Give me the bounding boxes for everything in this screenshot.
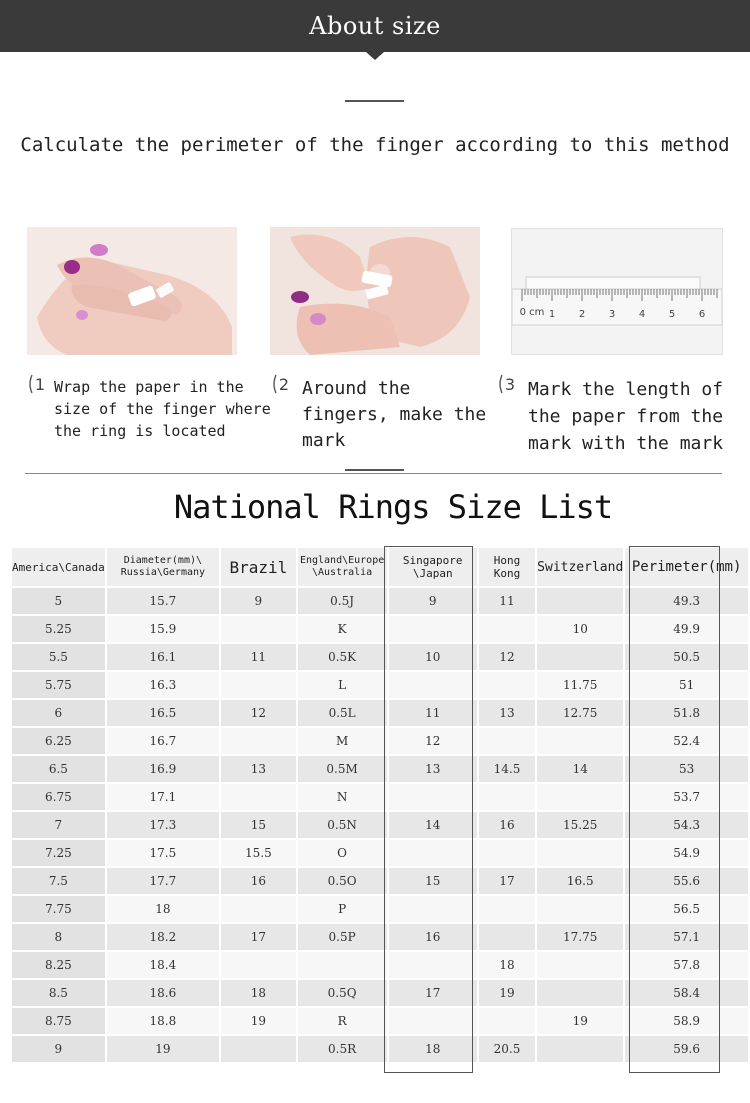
ruler-image xyxy=(512,229,722,354)
table-cell: 18 xyxy=(221,980,298,1008)
table-cell: 52.4 xyxy=(625,728,750,756)
step-number: 2 xyxy=(278,375,290,394)
table-cell: N xyxy=(298,784,389,812)
table-cell: 16.5 xyxy=(107,700,221,728)
column-header: Brazil xyxy=(221,548,298,588)
table-cell xyxy=(537,644,625,672)
table-cell: 57.8 xyxy=(625,952,750,980)
table-cell: 8.75 xyxy=(12,1008,107,1036)
step-number-badge xyxy=(498,372,520,396)
divider xyxy=(25,473,722,474)
column-header: Perimeter(mm) xyxy=(625,548,750,588)
table-cell: 17.3 xyxy=(107,812,221,840)
table-cell: 12 xyxy=(479,644,537,672)
table-cell: 53 xyxy=(625,756,750,784)
table-cell: 16 xyxy=(479,812,537,840)
table-cell: 7 xyxy=(12,812,107,840)
table-cell: 9 xyxy=(12,1036,107,1064)
table-row xyxy=(12,700,750,728)
ruler-tick-label: 2 xyxy=(578,309,586,320)
table-cell: 59.6 xyxy=(625,1036,750,1064)
table-cell: L xyxy=(298,672,389,700)
step-number-badge xyxy=(272,372,294,396)
table-cell: 17.1 xyxy=(107,784,221,812)
table-cell: 17 xyxy=(479,868,537,896)
table-cell: R xyxy=(298,1008,389,1036)
table-cell: 16.3 xyxy=(107,672,221,700)
table-cell: 54.9 xyxy=(625,840,750,868)
table-cell: 8 xyxy=(12,924,107,952)
hand-mark-image xyxy=(270,227,480,355)
hand-wrap-image xyxy=(27,227,237,355)
column-header: Singapore \Japan xyxy=(389,548,479,588)
table-cell xyxy=(537,588,625,616)
table-row xyxy=(12,924,750,952)
table-cell: 5.75 xyxy=(12,672,107,700)
column-header: America\Canada xyxy=(12,548,107,588)
table-cell: 56.5 xyxy=(625,896,750,924)
table-cell xyxy=(389,840,479,868)
ruler-tick-label: 6 xyxy=(698,309,706,320)
table-cell: 16.7 xyxy=(107,728,221,756)
table-cell xyxy=(389,672,479,700)
table-row xyxy=(12,784,750,812)
table-cell xyxy=(479,616,537,644)
table-cell: 6 xyxy=(12,700,107,728)
step-number-badge xyxy=(28,372,50,396)
table-cell: 20.5 xyxy=(479,1036,537,1064)
divider xyxy=(345,100,404,102)
step-1-photo xyxy=(27,227,237,355)
table-row xyxy=(12,616,750,644)
banner-title: About size xyxy=(309,12,441,40)
table-cell: 13 xyxy=(389,756,479,784)
table-cell: M xyxy=(298,728,389,756)
table-cell: 6.5 xyxy=(12,756,107,784)
table-cell: 7.75 xyxy=(12,896,107,924)
table-row xyxy=(12,588,750,616)
table-cell: O xyxy=(298,840,389,868)
step-text: Around the fingers, make the mark xyxy=(302,378,487,451)
step-3-photo xyxy=(511,228,723,355)
table-cell: 50.5 xyxy=(625,644,750,672)
table-cell xyxy=(537,980,625,1008)
table-cell: 57.1 xyxy=(625,924,750,952)
table-cell: 10 xyxy=(389,644,479,672)
table-cell: 18 xyxy=(107,896,221,924)
table-cell: 0.5N xyxy=(298,812,389,840)
table-cell: P xyxy=(298,896,389,924)
table-cell: 15.9 xyxy=(107,616,221,644)
table-cell xyxy=(298,952,389,980)
table-cell: 7.5 xyxy=(12,868,107,896)
table-cell: 17.75 xyxy=(537,924,625,952)
table-cell xyxy=(479,1008,537,1036)
table-cell: 18 xyxy=(479,952,537,980)
table-cell: 14 xyxy=(389,812,479,840)
header-banner xyxy=(0,0,750,52)
table-cell: 13 xyxy=(221,756,298,784)
table-cell xyxy=(221,896,298,924)
table-cell: 18.8 xyxy=(107,1008,221,1036)
table-cell: 19 xyxy=(107,1036,221,1064)
table-cell: 53.7 xyxy=(625,784,750,812)
table-cell xyxy=(389,784,479,812)
table-row xyxy=(12,1036,750,1064)
table-cell: 5.5 xyxy=(12,644,107,672)
table-cell: 0.5M xyxy=(298,756,389,784)
table-row xyxy=(12,644,750,672)
table-cell: 0.5J xyxy=(298,588,389,616)
table-body xyxy=(12,588,750,1064)
table-cell xyxy=(389,616,479,644)
column-header: Hong Kong xyxy=(479,548,537,588)
table-cell: 16 xyxy=(221,868,298,896)
table-cell: 19 xyxy=(537,1008,625,1036)
table-row xyxy=(12,728,750,756)
ruler-tick-label: 4 xyxy=(638,309,646,320)
table-row xyxy=(12,812,750,840)
table-cell xyxy=(537,1036,625,1064)
ruler-tick-label: 1 xyxy=(548,309,556,320)
table-cell: K xyxy=(298,616,389,644)
table-row xyxy=(12,980,750,1008)
table-row xyxy=(12,952,750,980)
table-cell: 17 xyxy=(221,924,298,952)
step-text: Wrap the paper in the size of the finger where the ring is located xyxy=(54,378,271,440)
table-cell xyxy=(479,924,537,952)
table-cell: 15.5 xyxy=(221,840,298,868)
table-cell: 18.2 xyxy=(107,924,221,952)
table-row xyxy=(12,896,750,924)
table-row xyxy=(12,672,750,700)
table-cell: 0.5Q xyxy=(298,980,389,1008)
table-row xyxy=(12,840,750,868)
table-cell xyxy=(479,728,537,756)
table-cell: 51.8 xyxy=(625,700,750,728)
table-cell: 14.5 xyxy=(479,756,537,784)
table-cell xyxy=(389,952,479,980)
table-cell xyxy=(537,728,625,756)
size-list-title: National Rings Size List xyxy=(173,488,613,526)
table-cell: 0.5O xyxy=(298,868,389,896)
table-cell xyxy=(221,728,298,756)
table-cell: 17.7 xyxy=(107,868,221,896)
table-cell: 15 xyxy=(221,812,298,840)
table-cell: 0.5K xyxy=(298,644,389,672)
table-cell: 16 xyxy=(389,924,479,952)
table-cell xyxy=(479,896,537,924)
table-cell: 18.4 xyxy=(107,952,221,980)
table-cell: 12.75 xyxy=(537,700,625,728)
table-cell: 13 xyxy=(479,700,537,728)
table-cell: 15.7 xyxy=(107,588,221,616)
table-cell xyxy=(479,784,537,812)
step-number: 1 xyxy=(34,375,46,394)
step-2-photo xyxy=(270,227,480,355)
table-row xyxy=(12,756,750,784)
banner-pointer xyxy=(366,52,384,60)
table-cell: 51 xyxy=(625,672,750,700)
divider xyxy=(345,469,404,471)
table-cell: 0.5P xyxy=(298,924,389,952)
table-cell xyxy=(389,1008,479,1036)
table-cell: 11 xyxy=(479,588,537,616)
instruction-text: Calculate the perimeter of the finger according to this method xyxy=(20,134,730,156)
table-cell: 16.1 xyxy=(107,644,221,672)
table-cell: 12 xyxy=(389,728,479,756)
ruler-tick-label: 5 xyxy=(668,309,676,320)
table-cell xyxy=(221,1036,298,1064)
table-cell: 6.75 xyxy=(12,784,107,812)
table-cell: 11.75 xyxy=(537,672,625,700)
table-cell xyxy=(221,616,298,644)
table-cell: 12 xyxy=(221,700,298,728)
table-cell xyxy=(537,784,625,812)
table-cell xyxy=(537,896,625,924)
table-cell: 0.5R xyxy=(298,1036,389,1064)
table-cell xyxy=(221,952,298,980)
table-cell: 5.25 xyxy=(12,616,107,644)
table-cell: 7.25 xyxy=(12,840,107,868)
table-cell: 55.6 xyxy=(625,868,750,896)
table-cell: 8.25 xyxy=(12,952,107,980)
table-cell xyxy=(479,840,537,868)
table-cell xyxy=(537,952,625,980)
table-cell: 16.5 xyxy=(537,868,625,896)
column-header: Diameter(mm)\ Russia\Germany xyxy=(107,548,221,588)
table-cell: 49.9 xyxy=(625,616,750,644)
table-cell: 18.6 xyxy=(107,980,221,1008)
table-cell: 58.4 xyxy=(625,980,750,1008)
table-cell: 54.3 xyxy=(625,812,750,840)
step-number: 3 xyxy=(504,375,516,394)
table-cell: 0.5L xyxy=(298,700,389,728)
table-cell: 49.3 xyxy=(625,588,750,616)
table-cell xyxy=(389,896,479,924)
step-text: Mark the length of the paper from the mark with the mark xyxy=(528,379,724,454)
table-cell: 19 xyxy=(479,980,537,1008)
table-cell: 15 xyxy=(389,868,479,896)
table-cell xyxy=(479,672,537,700)
table-cell xyxy=(537,840,625,868)
table-cell: 6.25 xyxy=(12,728,107,756)
table-row xyxy=(12,868,750,896)
table-header-row xyxy=(12,548,750,588)
table-cell: 11 xyxy=(221,644,298,672)
table-cell: 9 xyxy=(389,588,479,616)
table-cell: 18 xyxy=(389,1036,479,1064)
table-cell: 58.9 xyxy=(625,1008,750,1036)
table-cell: 16.9 xyxy=(107,756,221,784)
ruler-tick-label: 0 cm xyxy=(519,307,545,318)
column-header: Switzerland xyxy=(537,548,625,588)
size-table xyxy=(12,548,750,1064)
column-header: England\Europe \Australia xyxy=(298,548,389,588)
table-cell: 17 xyxy=(389,980,479,1008)
table-cell: 17.5 xyxy=(107,840,221,868)
table-cell: 8.5 xyxy=(12,980,107,1008)
table-cell xyxy=(221,672,298,700)
table-cell: 19 xyxy=(221,1008,298,1036)
table-cell: 5 xyxy=(12,588,107,616)
table-cell: 14 xyxy=(537,756,625,784)
table-cell: 9 xyxy=(221,588,298,616)
table-cell: 10 xyxy=(537,616,625,644)
table-cell xyxy=(221,784,298,812)
ruler-tick-label: 3 xyxy=(608,309,616,320)
table-row xyxy=(12,1008,750,1036)
table-cell: 11 xyxy=(389,700,479,728)
table-cell: 15.25 xyxy=(537,812,625,840)
